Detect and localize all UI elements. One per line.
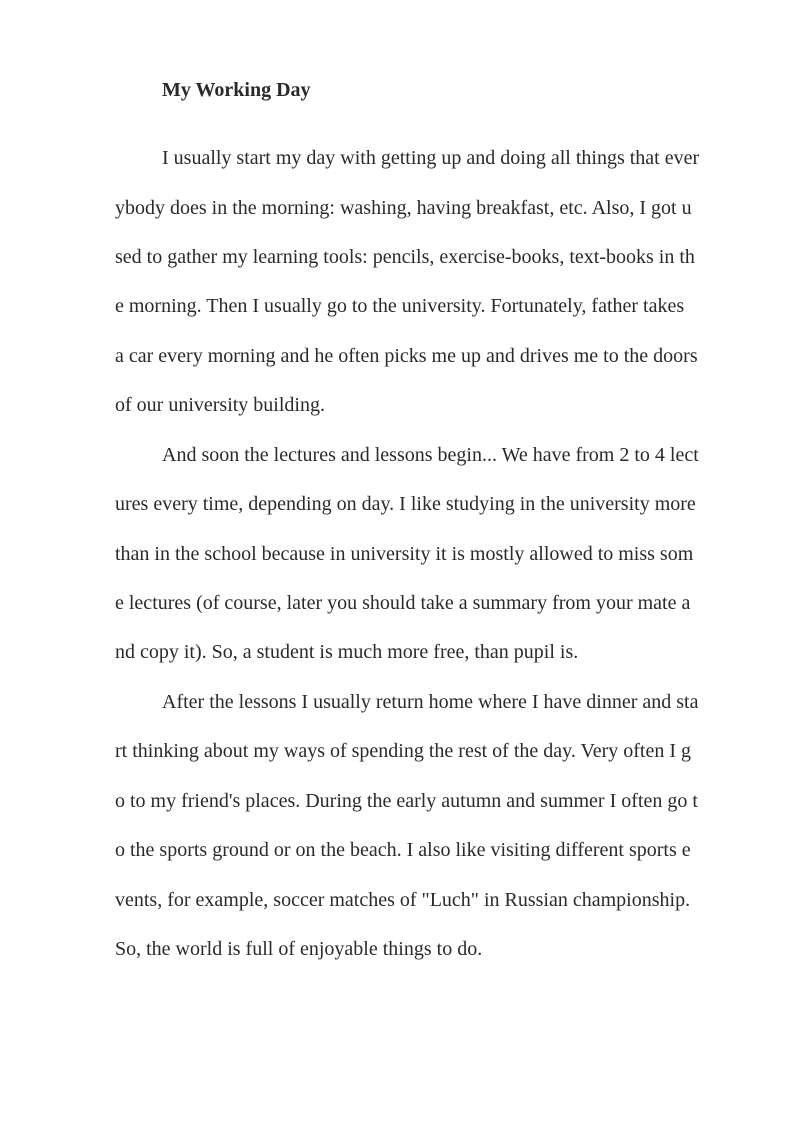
paragraph-3-line-6: So, the world is full of enjoyable things to do. — [115, 938, 483, 960]
paragraph-2-line-2: ures every time, depending on day. I like studying in the university more — [115, 493, 696, 515]
paragraph-1-line-1: I usually start my day with getting up and doing all things that ever — [162, 147, 700, 169]
paragraph-3-line-2: rt thinking about my ways of spending the rest of the day. Very often I g — [115, 740, 691, 762]
paragraph-3-line-5: vents, for example, soccer matches of "Luch" in Russian championship. — [115, 889, 691, 911]
paragraph-2-line-3: than in the school because in university it is mostly allowed to miss som — [115, 543, 694, 565]
paragraph-2-line-1: And soon the lectures and lessons begin... We have from 2 to 4 lect — [162, 444, 699, 466]
paragraph-1-line-2: ybody does in the morning: washing, having breakfast, etc. Also, I got u — [115, 197, 692, 219]
paragraph-1-line-3: sed to gather my learning tools: pencils, exercise-books, text-books in th — [115, 246, 695, 268]
paragraph-3-line-3: o to my friend's places. During the early autumn and summer I often go t — [115, 790, 698, 812]
paragraph-1-line-6: of our university building. — [115, 394, 325, 416]
paragraph-1-line-4: e morning. Then I usually go to the university. Fortunately, father takes — [115, 295, 685, 317]
document-title: My Working Day — [162, 79, 311, 101]
paragraph-3-line-1: After the lessons I usually return home where I have dinner and sta — [162, 691, 699, 713]
paragraph-1-line-5: a car every morning and he often picks me up and drives me to the doors — [115, 345, 698, 367]
paragraph-3-line-4: o the sports ground or on the beach. I also like visiting different sports e — [115, 839, 691, 861]
paragraph-2-line-5: nd copy it). So, a student is much more free, than pupil is. — [115, 641, 579, 663]
paragraph-2-line-4: e lectures (of course, later you should take a summary from your mate a — [115, 592, 691, 614]
